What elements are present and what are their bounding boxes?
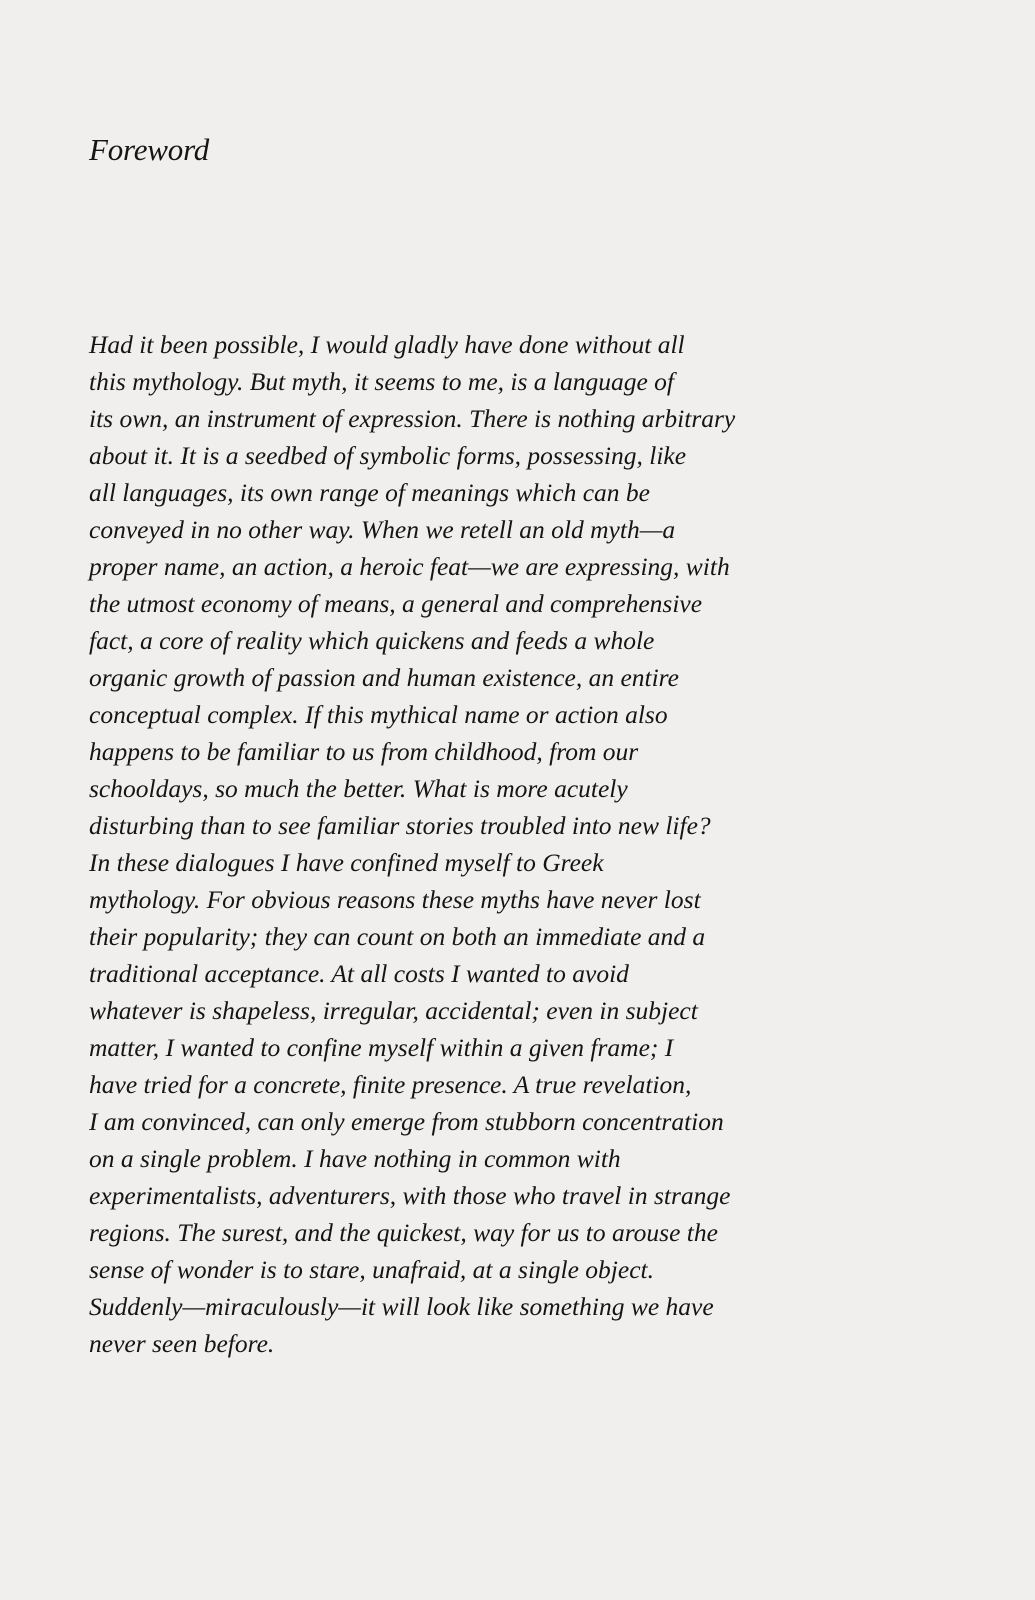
text-line: this mythology. But myth, it seems to me, is a language of — [89, 367, 675, 396]
text-line: their popularity; they can count on both an immediate and a — [89, 922, 706, 951]
text-line: all languages, its own range of meanings which can be — [89, 478, 650, 507]
text-line: traditional acceptance. At all costs I wanted to avoid — [89, 959, 629, 988]
text-line: on a single problem. I have nothing in common with — [89, 1144, 621, 1173]
text-line: In these dialogues I have confined myself to Greek — [89, 848, 604, 877]
text-line: fact, a core of reality which quickens and feeds a whole — [89, 626, 655, 655]
text-line: matter, I wanted to confine myself within a given frame; I — [89, 1033, 674, 1062]
text-line: schooldays, so much the better. What is more acutely — [89, 774, 628, 803]
text-line: mythology. For obvious reasons these myths have never lost — [89, 885, 701, 914]
text-line: organic growth of passion and human existence, an entire — [89, 663, 679, 692]
text-line: whatever is shapeless, irregular, accidental; even in subject — [89, 996, 698, 1025]
text-line: regions. The surest, and the quickest, way for us to arouse the — [89, 1218, 718, 1247]
text-line: the utmost economy of means, a general and comprehensive — [89, 589, 703, 618]
text-line: never seen before. — [89, 1329, 275, 1358]
text-line: happens to be familiar to us from childhood, from our — [89, 737, 639, 766]
text-line: about it. It is a seedbed of symbolic forms, possessing, like — [89, 441, 687, 470]
page-heading: Foreword — [89, 132, 210, 167]
text-line: experimentalists, adventurers, with those who travel in strange — [89, 1181, 731, 1210]
text-line: proper name, an action, a heroic feat—we are expressing, with — [89, 552, 730, 581]
text-line: conveyed in no other way. When we retell an old myth—a — [89, 515, 676, 544]
text-line: disturbing than to see familiar stories troubled into new life? — [89, 811, 711, 840]
text-line: Had it been possible, I would gladly have done without all — [89, 330, 685, 359]
foreword-text — [89, 326, 989, 1362]
text-line: conceptual complex. If this mythical name or action also — [89, 700, 668, 729]
text-line: I am convinced, can only emerge from stubborn concentration — [89, 1107, 724, 1136]
text-line: sense of wonder is to stare, unafraid, at a single object. — [89, 1255, 654, 1284]
text-line: have tried for a concrete, finite presence. A true revelation, — [89, 1070, 692, 1099]
text-line: its own, an instrument of expression. There is nothing arbitrary — [89, 404, 736, 433]
text-line: Suddenly—miraculously—it will look like something we have — [89, 1292, 714, 1321]
